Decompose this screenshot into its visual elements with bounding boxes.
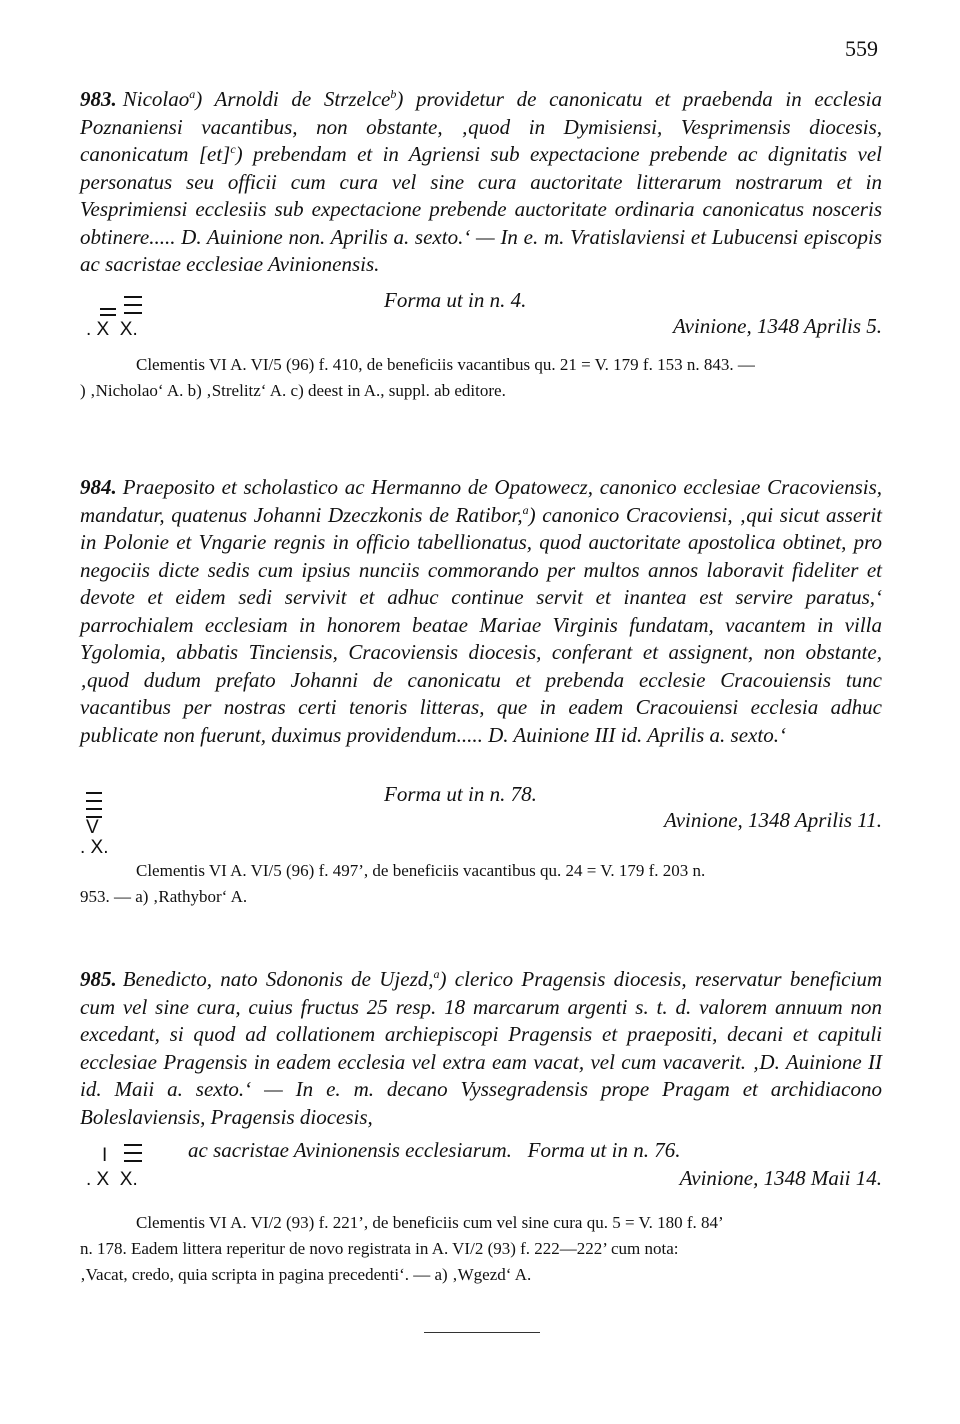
tax-marks (80, 1142, 170, 1202)
note-line: ) ‚Nicholao‘ A. b) ‚Strelitz‘ A. c) deest in A., suppl. ab editore. (80, 381, 506, 400)
entry-985 (80, 966, 882, 1284)
date-line: Avinione, 1348 Maii 14. (679, 1166, 882, 1190)
entry-body (80, 86, 882, 279)
apparatus-notes (80, 352, 882, 404)
marks-text: . X X. (86, 319, 138, 340)
entry-984 (80, 474, 882, 906)
body-text: ) Arnoldi de Strzelce (195, 87, 391, 111)
note-line: n. 178. Eadem littera reperitur de novo registrata in A. VI/2 (93) f. 222—222’ cum nota: (80, 1239, 679, 1258)
note-line: 953. — a) ‚Rathybor‘ A. (80, 887, 248, 906)
body-text: Nicolao (122, 87, 190, 111)
entry-number: 985. (80, 967, 117, 991)
forma-reference: Forma ut in n. 4. (384, 288, 527, 312)
marks-v: V (86, 817, 99, 838)
entry-body (80, 474, 882, 749)
end-rule (424, 1332, 540, 1333)
note-line: Clementis VI A. VI/5 (96) f. 410, de beneficiis vacantibus qu. 21 = V. 179 f. 153 n. 843. — (136, 355, 755, 374)
note-line: Clementis VI A. VI/5 (96) f. 497’, de beneficiis vacantibus qu. 24 = V. 179 f. 203 n. (136, 861, 706, 880)
note-line: ‚Vacat, credo, quia scripta in pagina precedenti‘. — a) ‚Wgezd‘ A. (80, 1265, 532, 1284)
body-text: ) prebendam et in Agriensi sub expectacione prebende ac dignitatis vel personatus seu officii cum cura vel sine cura auctoritate litterarum nostrarum et in Vesprimiensi ecclesiis sub expectacione prebende auctoritate ordinaria canonicatus nosceris obtinere..... D. Auinione non. Aprilis a. sexto.‘ — In e. m. Vratislaviensi et Lubucensi episcopis ac sacristae ecclesiae Avinionensis. (80, 142, 882, 276)
tax-marks (80, 788, 140, 858)
apparatus-notes (80, 858, 882, 910)
footnote-marker: a (522, 502, 529, 517)
footnote-marker: b (390, 87, 397, 101)
body-text: ) clerico Pragensis diocesis, reservatur beneficium cum vel sine cura, cuius fructus 25 resp. 18 marcarum argenti s. t. d. valorem annuum non excedant, si quod ad collationem archiepiscopi Pragensis et praepositi, decani et capituli ecclesiae Pragensis in eadem ecclesia vel extra eam vacat, vel cum vacaverit. ‚D. Auinione II id. Maii a. sexto.‘ — In e. m. decano Vyssegradensis prope Pragam et archidiacono Boleslaviensis, Pragensis diocesis, (80, 967, 882, 1129)
body-text: ) canonico Cracoviensi, ‚qui sicut asserit in Polonie et Vngarie regnis in officio tabellionatus, quod auctoritate apostolica obtinet, pro negociis dicte sedis cum ipsius nunciis commorando per multos annos laboravit fideliter et devote et eidem sedi servivit et adhuc continue servit et inantea est servire paratus,‘ parrochialem ecclesiam in honorem beatae Mariae Virginis fundatam, vacantem in villa Ygolomia, abbatis Tinciensis, Cracoviensis diocesis, conferant et assignent, non obstante, ‚quod dudum prefato Johanni de canonicatu et prebenda ecclesie Cracouiensis tunc vacantibus per nostras certi tenoris litteras, que in eadem Cracouiensi ecclesia adhuc publicate non fuerunt, duximus providendum..... D. Auinione III id. Aprilis a. sexto.‘ (80, 502, 882, 747)
marks-text: . X X. (86, 1169, 138, 1190)
page-number: 559 (845, 36, 878, 61)
marks-text: . X. (80, 837, 109, 858)
entry-983 (80, 86, 882, 400)
apparatus-notes (80, 1210, 882, 1288)
entry-body (80, 966, 882, 1131)
tax-marks (80, 290, 170, 350)
footnote-marker: a (433, 967, 440, 981)
footnote-marker: c (230, 142, 236, 156)
footnote-marker: a (189, 87, 196, 101)
forma-reference: Forma ut in n. 78. (384, 782, 537, 806)
entry-number: 984. (80, 475, 117, 499)
marks-i: I (102, 1145, 108, 1166)
last-line: ac sacristae Avinionensis ecclesiarum. Forma ut in n. 76. (188, 1138, 681, 1162)
date-line: Avinione, 1348 Aprilis 11. (664, 808, 882, 832)
body-text: ) providetur de canonicatu et praebenda in ecclesia Poznaniensi vacantibus, non obstante, ‚quod in Dymisiensi, Vesprimensis diocesis, canonicatum [et] (80, 87, 882, 166)
note-line: Clementis VI A. VI/2 (93) f. 221’, de beneficiis cum vel sine cura qu. 5 = V. 180 f. 84’ (136, 1213, 724, 1232)
body-text: Benedicto, nato Sdononis de Ujezd, (122, 967, 434, 991)
entry-number: 983. (80, 87, 117, 111)
body-text: Praeposito et scholastico ac Hermanno de Opatowecz, canonico ecclesiae Cracoviensis, mandatur, quatenus Johanni Dzeczkonis de Ratibor, (80, 475, 882, 527)
date-line: Avinione, 1348 Aprilis 5. (672, 314, 882, 338)
